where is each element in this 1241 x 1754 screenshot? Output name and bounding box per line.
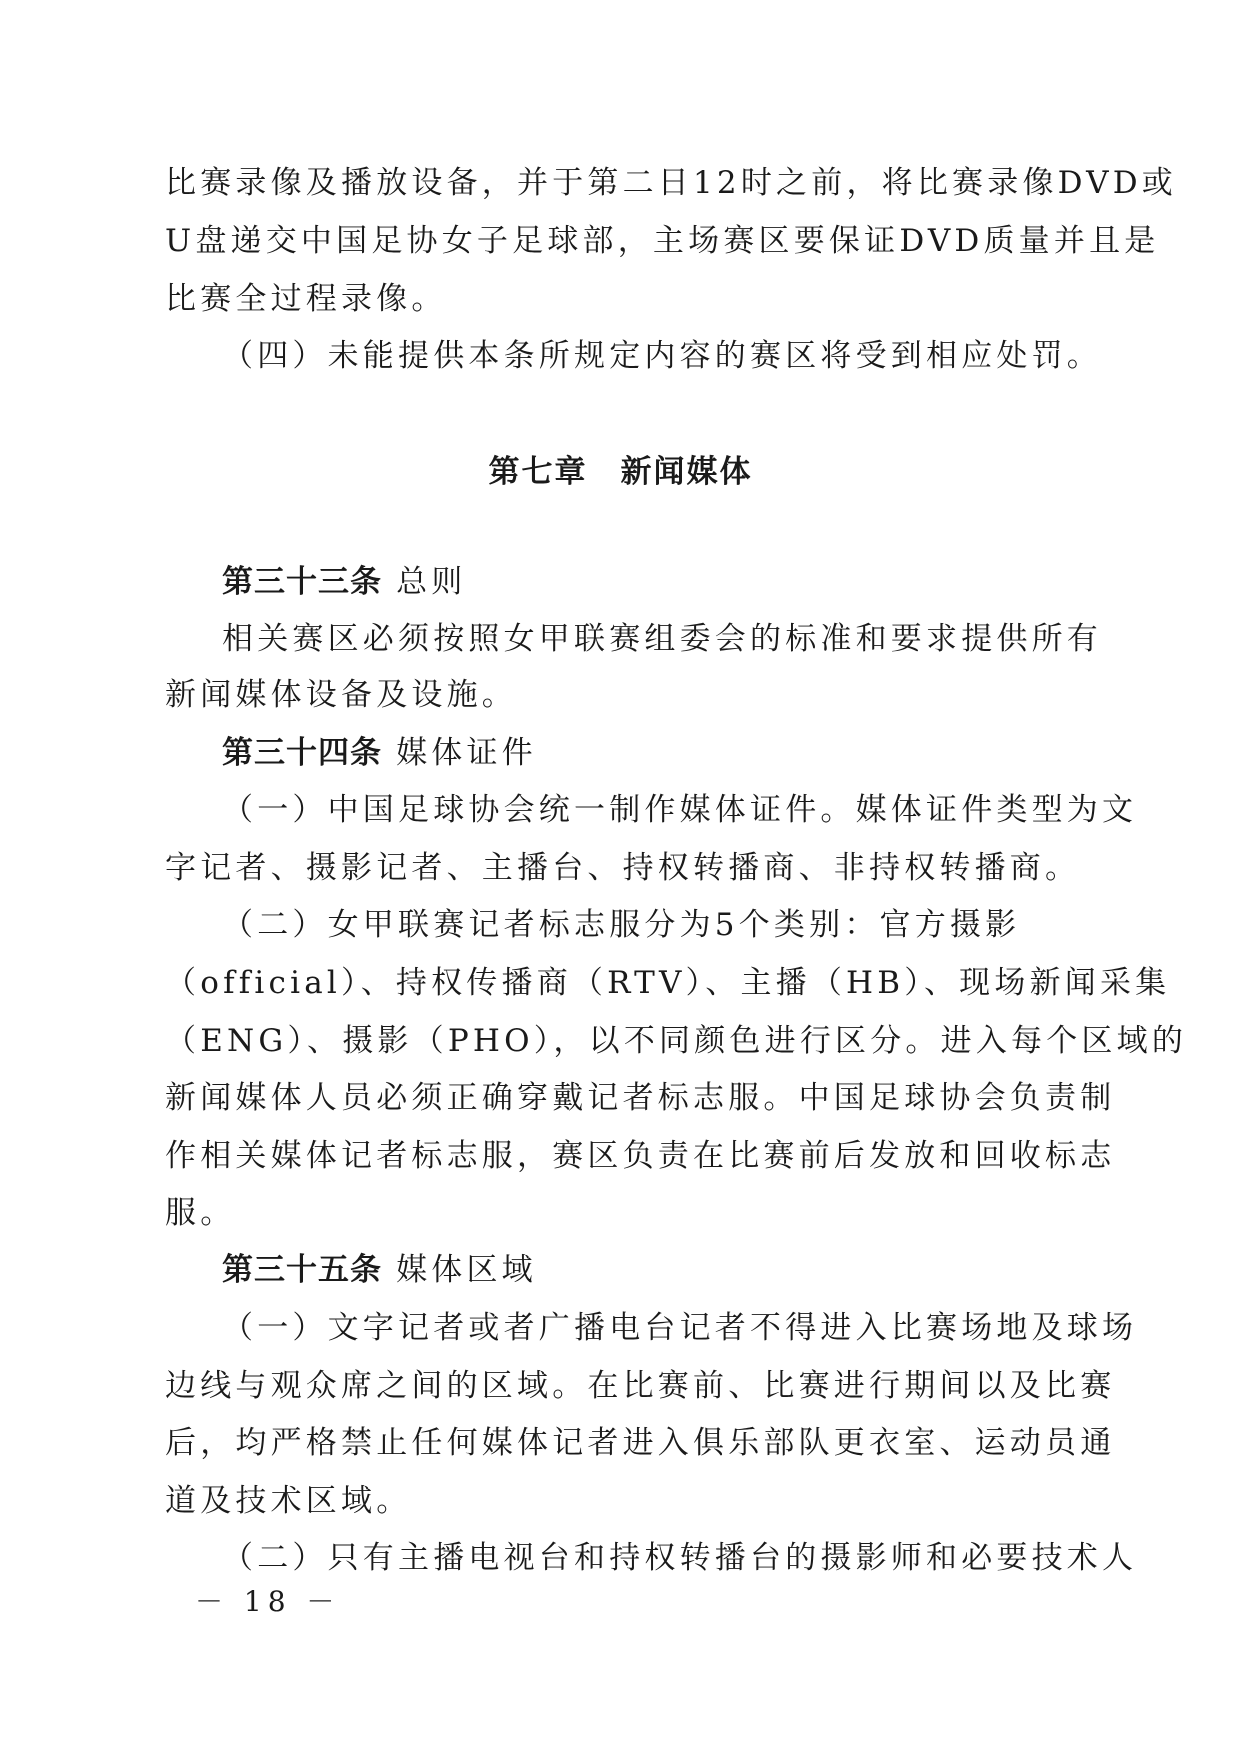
- paragraph-line: （二）只有主播电视台和持权转播台的摄影师和必要技术人: [222, 1540, 1138, 1576]
- paragraph-line: （official）、持权传播商（RTV）、主播（HB）、现场新闻采集: [165, 965, 1171, 1001]
- paragraph-line: 新闻媒体设备及设施。: [165, 677, 517, 713]
- paragraph-line: 字记者、摄影记者、主播台、持权转播商、非持权转播商。: [165, 850, 1081, 886]
- article-heading: [222, 562, 466, 602]
- paragraph-line: （一）文字记者或者广播电台记者不得进入比赛场地及球场: [222, 1310, 1138, 1346]
- paragraph-line: 新闻媒体人员必须正确穿戴记者标志服。中国足球协会负责制: [165, 1080, 1116, 1116]
- article-name: 总则: [396, 564, 467, 600]
- paragraph-line: （二）女甲联赛记者标志服分为5个类别：官方摄影: [222, 907, 1021, 943]
- article-name: 媒体区域: [396, 1252, 537, 1288]
- article-name: 媒体证件: [396, 735, 537, 771]
- paragraph-line: 作相关媒体记者标志服，赛区负责在比赛前后发放和回收标志: [165, 1138, 1116, 1174]
- chapter-heading: 第七章 新闻媒体: [488, 454, 753, 490]
- paragraph-line: （ENG）、摄影（PHO），以不同颜色进行区分。进入每个区域的: [165, 1023, 1188, 1059]
- paragraph-line: 服。: [165, 1195, 236, 1231]
- article-heading: [222, 733, 537, 773]
- article-number: 第三十三条: [222, 564, 382, 600]
- article-number: 第三十四条: [222, 735, 382, 771]
- paragraph-line: 比赛录像及播放设备，并于第二日12时之前，将比赛录像DVD或: [165, 165, 1177, 201]
- paragraph-line: （一）中国足球协会统一制作媒体证件。媒体证件类型为文: [222, 792, 1138, 828]
- paragraph-line: 边线与观众席之间的区域。在比赛前、比赛进行期间以及比赛: [165, 1368, 1116, 1404]
- paragraph-line: 比赛全过程录像。: [165, 281, 447, 317]
- paragraph-line: 相关赛区必须按照女甲联赛组委会的标准和要求提供所有: [222, 621, 1102, 657]
- article-heading: [222, 1250, 537, 1290]
- paragraph-line: （四）未能提供本条所规定内容的赛区将受到相应处罚。: [222, 338, 1102, 374]
- paragraph-line: U盘递交中国足协女子足球部，主场赛区要保证DVD质量并且是: [165, 223, 1160, 259]
- paragraph-line: 后，均严格禁止任何媒体记者进入俱乐部队更衣室、运动员通: [165, 1425, 1116, 1461]
- article-number: 第三十五条: [222, 1252, 382, 1288]
- paragraph-line: 道及技术区域。: [165, 1483, 412, 1519]
- page-number: － 18 －: [195, 1585, 341, 1618]
